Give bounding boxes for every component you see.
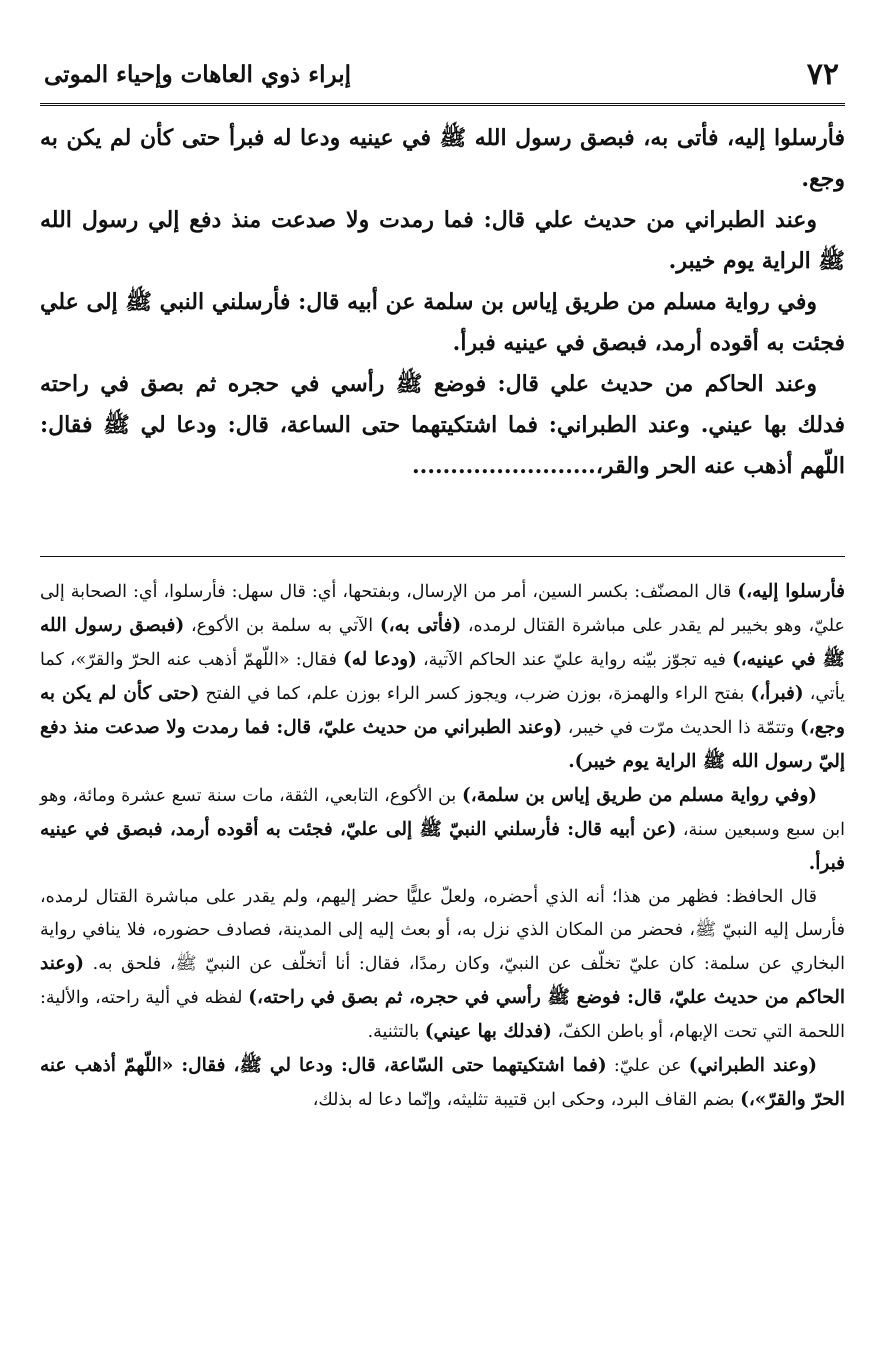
commentary-paragraph [40,1049,845,1117]
main-paragraph: وعند الطبراني من حديث علي قال: فما رمدت ولا صدعت منذ دفع إلي رسول الله ﷺ الراية يوم خيبر. [40,207,845,274]
commentary-gloss: بالتثنية. [367,1022,425,1042]
commentary-lemma: (وعند الطبراني من حديث عليّ، قال: فما رمدت ولا صدعت منذ دفع إليّ رسول الله ﷺ الراية يوم خيبر). [40,717,845,772]
commentary-lemma: (وفي رواية مسلم من طريق إياس بن سلمة،) [462,785,818,806]
main-text [40,118,845,487]
commentary-gloss: قال الحافظ: فظهر من هذا؛ أنه الذي أحضره، ولعلّ عليًّا حضر إليهم، ولم يقدر على مباشرة القتال لرمده، فأرسل إليه النبيّ ﷺ، فحضر من المكان الذي نزل به، أو بعث إليه إلى المدينة، فصادف حضوره، فلا ينافي رواية البخاري عن سلمة: كان عليّ تخلّف عن النبيّ، وكان رمدًا، فقال: أنا أتخلّف عن النبيّ ﷺ، فلحق به. [40,887,845,974]
commentary-gloss: وتتمّة ذا الحديث مرّت في خيبر، [562,718,801,738]
main-paragraph: وعند الحاكم من حديث علي قال: فوضع ﷺ رأسي في حجره ثم بصق في راحته فدلك بها عيني. وعند الطبراني: فما اشتكيتهما حتى الساعة، قال: ودعا لي ﷺ فقال: اللّهم أذهب عنه الحر والقر،........................ [40,371,845,479]
commentary-paragraph [40,779,845,881]
commentary-lemma: (وعند الطبراني) [688,1055,818,1076]
main-paragraph: وفي رواية مسلم من طريق إياس بن سلمة عن أبيه قال: فأرسلني النبي ﷺ إلى علي فجئت به أقوده أرمد، فبصق في عينيه فبرأ. [40,289,845,356]
commentary-paragraph [40,575,845,779]
commentary-gloss: بضم القاف البرد، وحكى ابن قتيبة تثليثه، وإنّما دعا له بذلك، [312,1090,741,1110]
commentary-lemma: (فدلك بها عيني) [424,1021,552,1042]
commentary-gloss: عن عليّ: [606,1056,689,1076]
commentary-lemma: فأرسلوا إليه،) [737,581,846,602]
commentary-text [40,575,845,1117]
page-header [40,48,845,100]
commentary-gloss: قال المصنّف: بكسر السين، أمر من الإرسال، وبفتحها، أي: قال سهل: فأرسلوا، أي: الصحابة إلى عليّ، وهو بخيبر لم يقدر على مباشرة القتال لرمده، [40,582,845,636]
commentary-gloss: فيه تجوّز بيّنه رواية عليّ عند الحاكم الآتية، [416,650,732,670]
commentary-gloss: بفتح الراء والهمزة، بوزن ضرب، ويجوز كسر الراء بوزن علم، كما في الفتح [199,684,751,704]
commentary-lemma: (فأتى به،) [379,615,462,636]
page-number: ٧٢ [806,56,839,92]
commentary-gloss: لفظه في ألية راحته، والألية: اللحمة التي تحت الإبهام، أو باطن الكفّ، [40,988,845,1042]
main-paragraph: فأرسلوا إليه، فأتى به، فبصق رسول الله ﷺ في عينيه ودعا له فبرأ حتى كأن لم يكن به وجع. [40,125,845,192]
commentary-lemma: (ودعا له) [342,649,417,670]
running-title: إبراء ذوي العاهات وإحياء الموتى [44,60,351,88]
commentary-paragraph [40,881,845,1049]
commentary-gloss: الآتي به سلمة بن الأكوع، [184,616,380,636]
header-rule [40,103,845,109]
commentary-lemma: (حتى كأن لم يكن به وجع،) [40,683,845,738]
commentary-gloss: بن الأكوع، التابعي، الثقة، مات سنة تسع عشرة ومائة، وهو ابن سبع وسبعين سنة، [40,786,845,840]
commentary-lemma: (وعند الحاكم من حديث عليّ، قال: فوضع ﷺ رأسي في حجره، ثم بصق في راحته،) [40,953,845,1008]
commentary-gloss: فقال: «اللّهمّ أذهب عنه الحرّ والقرّ»، كما يأتي، [40,650,846,704]
commentary-lemma: (فبصق رسول الله ﷺ في عينيه،) [40,615,845,670]
commentary-lemma: (فما اشتكيتهما حتى السّاعة، قال: ودعا لي ﷺ، فقال: «اللّهمّ أذهب عنه الحرّ والقرّ»،) [40,1055,845,1110]
separator-rule [40,556,845,557]
commentary-lemma: (فبرأ،) [750,683,804,704]
commentary-lemma: (عن أبيه قال: فأرسلني النبيّ ﷺ إلى عليّ، فجئت به أقوده أرمد، فبصق في عينيه فبرأ. [40,819,845,874]
